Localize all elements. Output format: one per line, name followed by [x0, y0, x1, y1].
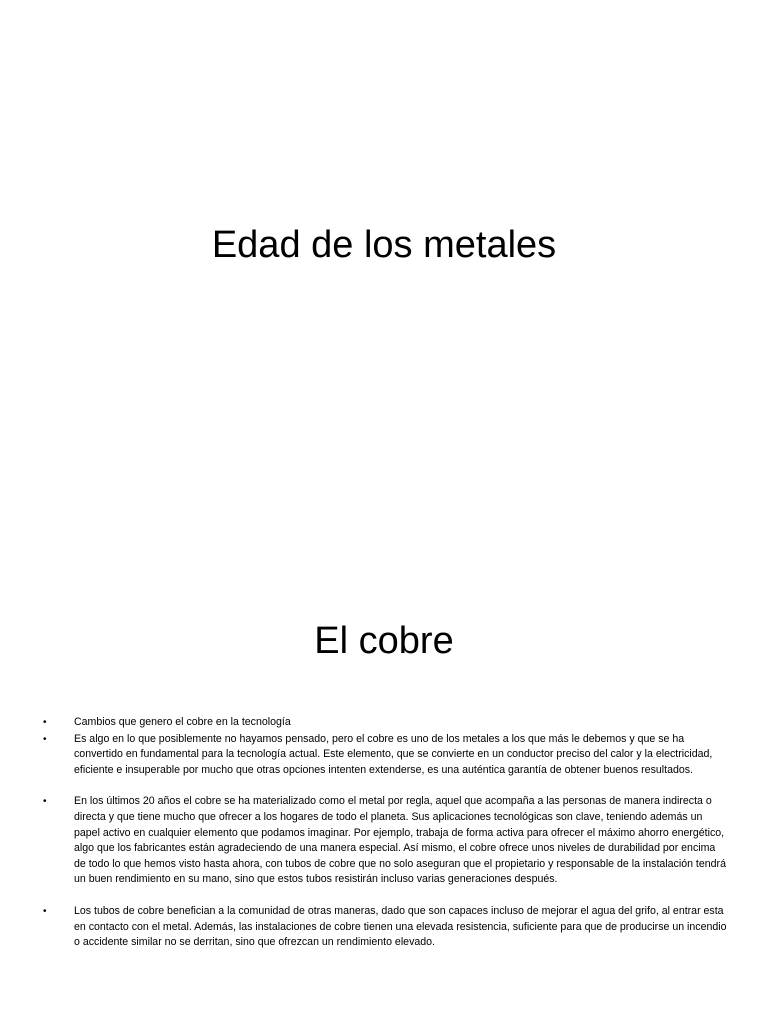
slide-title-heading: Edad de los metales	[211, 224, 557, 266]
bullet-icon: •	[43, 733, 47, 745]
bullet-text: Los tubos de cobre benefician a la comunidad de otras maneras, dado que son capaces incluso de mejorar el agua del grifo, al entrar esta en contacto con el metal. Además, las instalaciones de cobre tienen una elevada resistencia, suficiente para que de producirse un incendio o accidente similar no se derritan, sino que ofrezcan un rendimiento elevado.	[74, 904, 727, 949]
list-item	[40, 715, 730, 731]
bullet-icon: •	[43, 905, 47, 917]
list-item	[40, 904, 730, 951]
slide-copper-heading: El cobre	[314, 620, 454, 662]
slide-copper	[0, 512, 768, 1024]
bullet-list	[40, 715, 730, 951]
bullet-text: Cambios que genero el cobre en la tecnología	[74, 716, 291, 728]
bullet-text: En los últimos 20 años el cobre se ha materializado como el metal por regla, aquel que acompaña a las personas de manera indirecta o directa y que tiene mucho que ofrecer a los hogares de todo el planeta. Sus aplicaciones tecnológicas son clave, teniendo además un papel activo en cualquier elemento que podamos imaginar. Por ejemplo, trabaja de forma activa para ofrecer el máximo ahorro energético, algo que los fabricantes están agradeciendo de una manera especial. Así mismo, el cobre ofrece unos niveles de durabilidad por encima de todo lo que hemos visto hasta ahora, con tubos de cobre que no solo aseguran que el propietario y responsable de la instalación tendrá un buen rendimiento en su mano, sino que estos tubos resistirán incluso varias generaciones después.	[74, 795, 726, 886]
list-item	[40, 732, 730, 779]
bullet-icon: •	[43, 717, 47, 728]
list-item	[40, 794, 730, 888]
bullet-icon: •	[43, 796, 47, 808]
bullet-text: Es algo en lo que posiblemente no hayamos pensado, pero el cobre es uno de los metales a los que más le debemos y que se ha convertido en fundamental para la tecnología actual. Este elemento, que se convierte en un conductor preciso del calor y la electricidad, eficiente e insuperable por mucho que otras opciones intenten extenderse, es una auténtica garantía de obtener buenos resultados.	[74, 732, 713, 776]
